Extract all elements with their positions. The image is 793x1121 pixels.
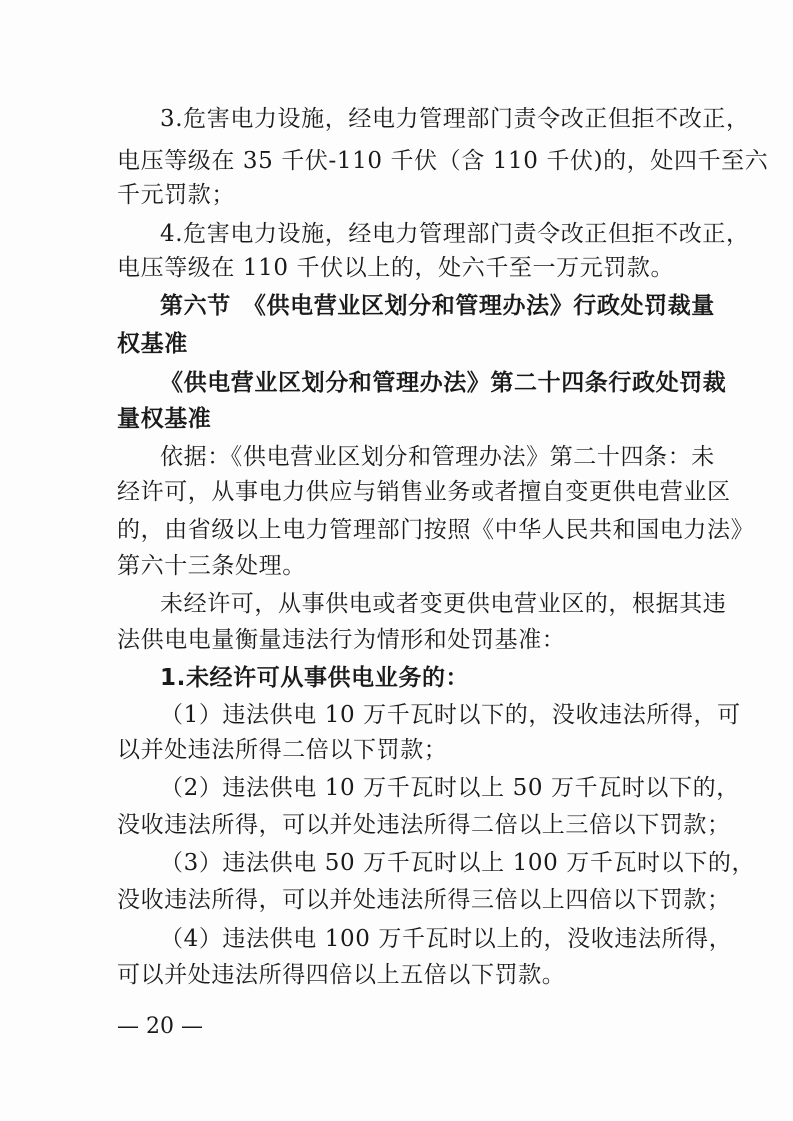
list-item-line: （2）违法供电 10 万千瓦时以上 50 万千瓦时以下的， [160,775,740,801]
section-heading-line: 第六节 《供电营业区划分和管理办法》行政处罚裁量 [160,293,715,319]
paragraph-line: 3.危害电力设施，经电力管理部门责令改正但拒不改正， [160,106,750,132]
section-heading-line: 权基准 [117,331,188,357]
list-item-line: 以并处违法所得二倍以下罚款； [117,737,448,763]
subsection-heading-line: 量权基准 [117,406,212,432]
list-item-line: 没收违法所得，可以并处违法所得三倍以上四倍以下罚款； [117,887,731,913]
list-item-line: （4）违法供电 100 万千瓦时以上的，没收违法所得， [160,926,733,952]
paragraph-line: 未经许可，从事供电或者变更供电营业区的，根据其违 [160,591,727,617]
item-heading-line: 1.未经许可从事供电业务的： [160,665,470,691]
list-item-line: 可以并处违法所得四倍以上五倍以下罚款。 [117,962,566,988]
paragraph-line: 第六十三条处理。 [117,553,306,579]
paragraph-line: 电压等级在 110 千伏以上的，处六千至一万元罚款。 [117,255,675,281]
paragraph-line: 电压等级在 35 千伏-110 千伏（含 110 千伏)的，处四千至六 [117,148,769,174]
page-number: — 20 — [117,1014,203,1039]
list-item-line: 没收违法所得，可以并处违法所得二倍以上三倍以下罚款； [117,812,731,838]
paragraph-line: 法供电电量衡量违法行为情形和处罚基准： [117,627,566,653]
list-item-line: （1）违法供电 10 万千瓦时以下的，没收违法所得，可 [160,702,741,728]
paragraph-line: 依据：《供电营业区划分和管理办法》第二十四条：未 [160,444,715,470]
paragraph-line: 4.危害电力设施，经电力管理部门责令改正但拒不改正， [160,221,750,247]
paragraph-line: 的，由省级以上电力管理部门按照《中华人民共和国电力法》 [117,517,755,543]
paragraph-line: 千元罚款； [117,182,235,208]
subsection-heading-line: 《供电营业区划分和管理办法》第二十四条行政处罚裁 [160,370,727,396]
list-item-line: （3）违法供电 50 万千瓦时以上 100 万千瓦时以下的， [160,850,756,876]
paragraph-line: 经许可，从事电力供应与销售业务或者擅自变更供电营业区 [117,479,731,505]
